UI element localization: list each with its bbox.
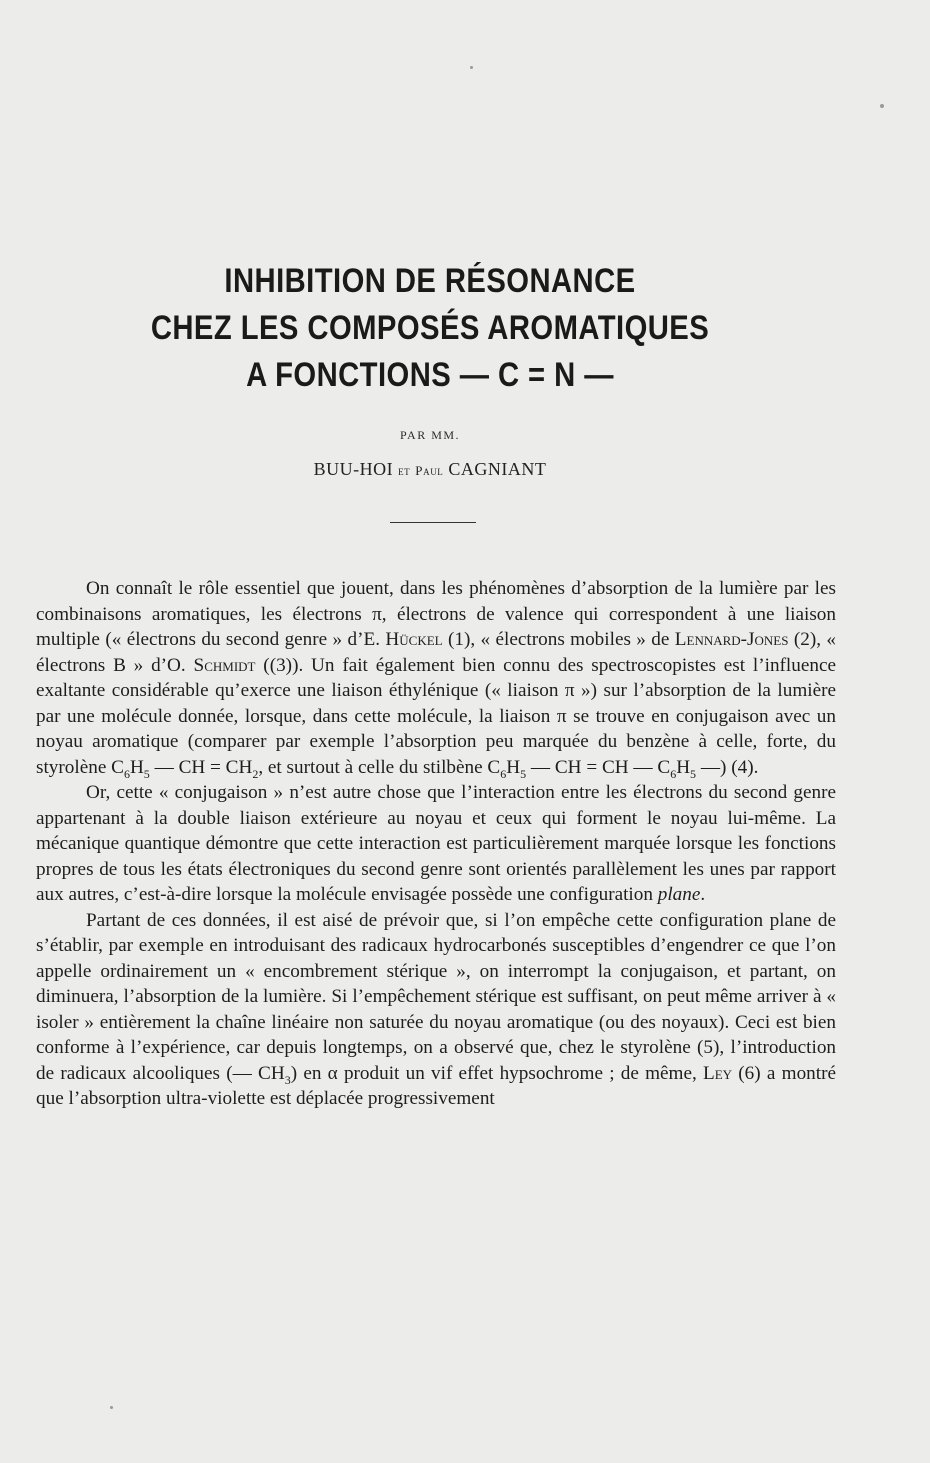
subscript: 3 (284, 1072, 291, 1087)
p2-text-1: Or, cette « conjugaison » n’est autre chose que l’interaction entre les électrons du second genre appartenant à la double liaison extérieure au noyau et ceux qui forment le noyau lui-même. La mécanique quantique démontre que cette interaction est particulièrement marquée lorsque les fonctions propres de tous les états électroniques du second genre sont orientés parallèlement les unes par rapport aux autres, c’est-à-dire lorsque la molécule envisagée possède une configuration (36, 782, 836, 905)
paper-speck (470, 66, 473, 69)
p3-text-1: Partant de ces données, il est aisé de prévoir que, si l’on empêche cette configuration plane de s’établir, par exemple en introduisant des radicaux hydrocarbonés susceptibles d’engendrer ce que l’on appelle ordinairement un « encombrement stérique », on interrompt la conjugaison, et partant, on diminuera, l’absorption de la lumière. Si l’empêchement stérique est suffisant, on peut même arriver à « isoler » entièrement la chaîne linéaire non saturée du noyau aromatique (ou des noyaux). Ceci est bien conforme à l’expérience, car depuis longtemps, on a observé que, chez le styrolène (36, 909, 836, 1058)
p1-text-2: , « électrons mobiles » de (470, 629, 675, 650)
formula-h: H (676, 756, 691, 778)
subscript: 5 (143, 766, 150, 781)
author-2-last-name: CAGNIANT (448, 459, 547, 479)
p1-text-7: — CH = CH — C (526, 756, 671, 778)
author-ref-lennard-jones: Lennard-Jones (674, 629, 789, 650)
p1-text-3: , « électrons B » d’O. (36, 629, 837, 676)
p3-text-3: ) en α produit un vif effet hypsochrome ; de même, (290, 1062, 703, 1084)
article-title (60, 258, 800, 399)
byline-par: PAR MM. (399, 428, 461, 442)
title-line-3: A FONCTIONS — C = N — (246, 356, 614, 394)
p1-text-9: . (753, 756, 759, 778)
p1-text-8: —) (696, 756, 732, 778)
author-1: BUU-HOI (313, 459, 394, 479)
author-ref-schmidt: Schmidt (193, 654, 256, 676)
footnote-ref-4: (4) (731, 756, 754, 778)
subscript: 6 (123, 766, 130, 781)
paper-speck (110, 1406, 113, 1409)
author-ref-huckel: Hückel (385, 629, 443, 650)
footnote-ref-3: (3) (269, 654, 293, 676)
footnote-ref-5: (5) (697, 1037, 720, 1058)
subscript: 6 (670, 766, 677, 781)
article-body (36, 576, 836, 1112)
p1-text-6: , et surtout à celle du stilbène C (258, 756, 501, 778)
separator-rule (390, 522, 476, 523)
paragraph-1: On connaît le rôle essentiel que jouent, dans les phénomènes d’absorption de la lumière par les combinaisons aromatiques, les électrons π, électrons de valence qui correspondent à une liaison multiple (« électrons du second genre » d’E. Hückel (1), « électrons mobiles » de Lennard-Jones (2), « électrons B » d’O. Schmidt ((3)). Un fait également bien connu des spectroscopistes est l’influence exaltante considérable qu’exerce une liaison éthylénique (« liaison π ») sur l’absorption de la lumière par une molécule donnée, lorsque, dans cette molécule, la liaison π se trouve en conjugaison avec un noyau aromatique (comparer par exemple l’absorption peu marquée du benzène à celle, forte, du styrolène $C_6H_5$ — CH = $CH_2$, et surtout à celle du stilbène $C_6H_5$ — CH = CH — $C_6H_5$ —) (4). (36, 578, 837, 781)
title-line-2: CHEZ LES COMPOSÉS AROMATIQUES (150, 309, 710, 347)
paragraph-2 (36, 780, 836, 908)
subscript: 5 (520, 766, 527, 781)
subscript: 2 (252, 766, 259, 781)
italic-plane: plane (657, 884, 701, 905)
footnote-ref-1: (1) (448, 629, 471, 650)
paragraph-3 (36, 908, 836, 1112)
author-conjunction: et (398, 463, 411, 478)
author-ref-ley: Ley (703, 1062, 733, 1084)
p2-text-2: . (700, 884, 706, 905)
formula-h: H (129, 756, 144, 778)
author-2-first-name: Paul (415, 463, 444, 478)
footnote-ref-6: (6) (738, 1062, 761, 1084)
footnote-ref-2: (2) (793, 629, 817, 650)
subscript: 5 (690, 766, 697, 781)
authors-line (0, 459, 860, 480)
title-line-1: INHIBITION DE RÉSONANCE (224, 262, 636, 300)
p1-text-5: — CH = CH (149, 756, 253, 778)
p3-text-4: a montré que l’absorption ultra-violette est déplacée progressivement (36, 1062, 836, 1109)
subscript: 6 (500, 766, 507, 781)
p1-text-1: On connaît le rôle essentiel que jouent, dans les phénomènes d’absorption de la lumière par les combinaisons aromatiques, les électrons π, électrons de valence qui correspondent à une liaison multiple (« électrons du second genre » d’E. (36, 578, 836, 650)
paper-speck (880, 104, 884, 108)
p1-text-4: ). Un fait également bien connu des spectroscopistes est l’influence exaltante considérable qu’exerce une liaison éthylénique (« liaison π ») sur l’absorption de la lumière par une molécule donnée, lorsque, dans cette molécule, la liaison π se trouve en conjugaison avec un noyau aromatique (comparer par exemple l’absorption peu marquée du benzène à celle, forte, du styrolène C (36, 654, 836, 778)
formula-h: H (506, 756, 521, 778)
p3-text-2: , l’introduction de radicaux alcooliques (— CH (36, 1037, 837, 1084)
